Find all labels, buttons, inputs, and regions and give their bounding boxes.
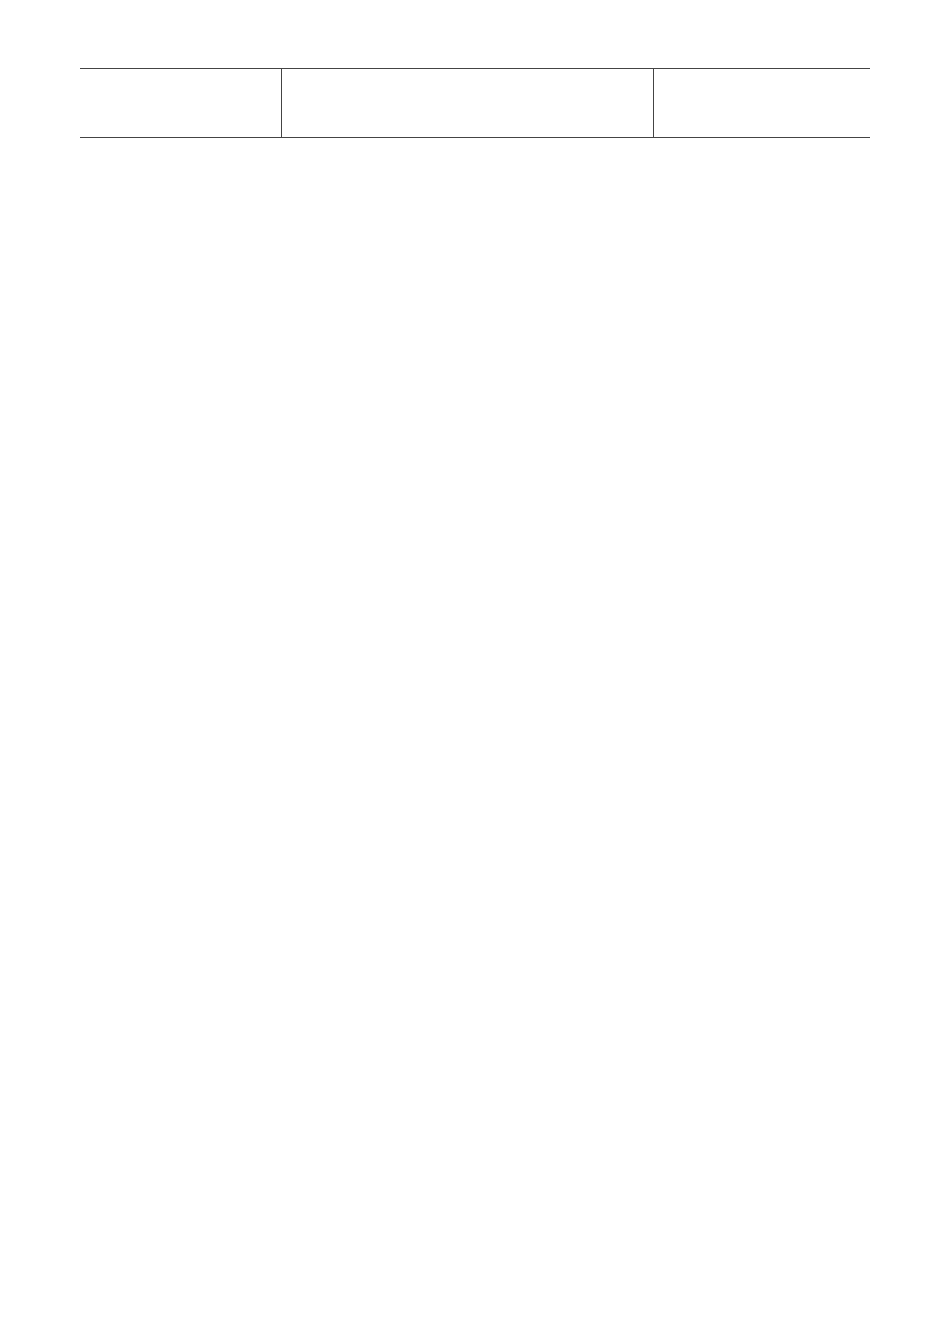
page-header	[80, 68, 870, 138]
header-page-cell	[654, 69, 870, 137]
header-meta-cell	[80, 69, 282, 137]
header-motto-cell	[282, 69, 654, 137]
